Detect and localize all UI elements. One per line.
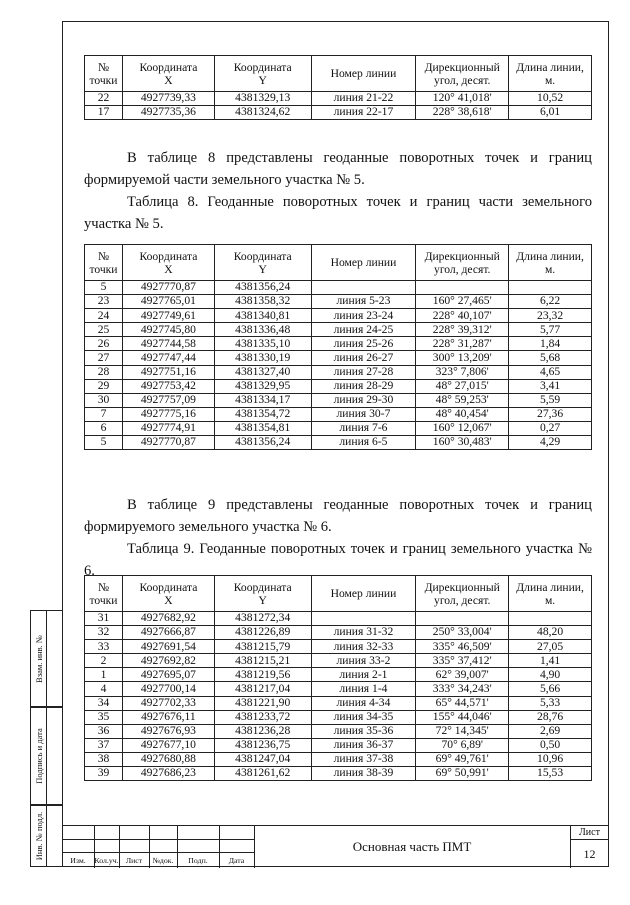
cell-x: 4927739,33 [122, 92, 214, 106]
paragraph-text: В таблице 8 представлены геоданные поворотных точек и границ формируемой части земельного участка № 5. [84, 150, 592, 188]
cell-line: линия 37-38 [311, 752, 416, 766]
column-header-line: Номер линии [311, 576, 416, 612]
cell-x: 4927692,82 [122, 654, 214, 668]
cell-y: 4381324,62 [214, 106, 311, 120]
cell-x: 4927691,54 [122, 640, 214, 654]
cell-y: 4381261,62 [214, 767, 311, 781]
column-header-angle: Дирекционный угол, десят. [416, 56, 509, 92]
cell-length: 23,32 [509, 309, 592, 323]
cell-y: 4381327,40 [214, 365, 311, 379]
cell-y: 4381236,28 [214, 724, 311, 738]
header-row [85, 576, 592, 612]
table-row [85, 407, 592, 421]
cell-x: 4927676,93 [122, 724, 214, 738]
cell-point: 32 [85, 626, 123, 640]
cell-length: 4,65 [509, 365, 592, 379]
cell-angle [416, 612, 509, 626]
cell-angle: 250° 33,004' [416, 626, 509, 640]
cell-point: 33 [85, 640, 123, 654]
cell-angle: 323° 7,806' [416, 365, 509, 379]
cell-length: 2,69 [509, 724, 592, 738]
cell-point: 36 [85, 724, 123, 738]
table-row [85, 295, 592, 309]
cell-y: 4381215,21 [214, 654, 311, 668]
cell-length: 27,05 [509, 640, 592, 654]
side-stamp-vzam [30, 610, 62, 707]
table-row [85, 640, 592, 654]
column-header-line: Номер линии [311, 56, 416, 92]
title-block [62, 825, 609, 867]
table-row [85, 767, 592, 781]
column-header-x: Координата X [122, 576, 214, 612]
column-header-x: Координата X [122, 245, 214, 281]
cell-x: 4927686,23 [122, 767, 214, 781]
cell-angle: 335° 46,509' [416, 640, 509, 654]
cell-point: 6 [85, 421, 123, 435]
cell-point: 26 [85, 337, 123, 351]
cell-point: 35 [85, 710, 123, 724]
table-row [85, 421, 592, 435]
table-row [85, 365, 592, 379]
cell-y: 4381356,24 [214, 281, 311, 295]
column-header-y: Координата Y [214, 56, 311, 92]
tb-col-izm: Изм. [70, 856, 86, 865]
cell-x: 4927770,87 [122, 281, 214, 295]
column-header-x: Координата X [122, 56, 214, 92]
cell-point: 25 [85, 323, 123, 337]
table-row [85, 436, 592, 450]
cell-length: 48,20 [509, 626, 592, 640]
table-header [85, 56, 592, 92]
column-header-point: № точки [85, 56, 123, 92]
cell-line: линия 35-36 [311, 724, 416, 738]
cell-point: 37 [85, 738, 123, 752]
side-stamp-inv [30, 805, 62, 867]
cell-y: 4381340,81 [214, 309, 311, 323]
cell-length: 28,76 [509, 710, 592, 724]
cell-y: 4381247,04 [214, 752, 311, 766]
cell-point: 31 [85, 612, 123, 626]
table-row [85, 696, 592, 710]
table-body [85, 92, 592, 120]
cell-length: 27,36 [509, 407, 592, 421]
cell-length: 4,29 [509, 436, 592, 450]
table-row [85, 612, 592, 626]
cell-angle: 228° 40,107' [416, 309, 509, 323]
cell-point: 29 [85, 379, 123, 393]
cell-point: 4 [85, 682, 123, 696]
column-header-point: № точки [85, 245, 123, 281]
cell-angle: 155° 44,046' [416, 710, 509, 724]
cell-line: линия 1-4 [311, 682, 416, 696]
cell-x: 4927770,87 [122, 436, 214, 450]
cell-line: линия 5-23 [311, 295, 416, 309]
geodata-table-9 [84, 575, 592, 781]
cell-angle: 72° 14,345' [416, 724, 509, 738]
cell-line: линия 22-17 [311, 106, 416, 120]
cell-line: линия 21-22 [311, 92, 416, 106]
cell-line: линия 24-25 [311, 323, 416, 337]
geodata-table-8 [84, 244, 592, 450]
cell-line: линия 4-34 [311, 696, 416, 710]
cell-line: линия 2-1 [311, 668, 416, 682]
sheet-number: 12 [570, 839, 609, 868]
cell-line: линия 38-39 [311, 767, 416, 781]
cell-y: 4381335,10 [214, 337, 311, 351]
cell-point: 39 [85, 767, 123, 781]
cell-angle: 69° 49,761' [416, 752, 509, 766]
tb-col-data: Дата [228, 856, 245, 865]
table-header [85, 576, 592, 612]
cell-point: 34 [85, 696, 123, 710]
cell-length: 3,41 [509, 379, 592, 393]
cell-y: 4381334,17 [214, 393, 311, 407]
cell-point: 38 [85, 752, 123, 766]
cell-line: линия 32-33 [311, 640, 416, 654]
cell-line: линия 36-37 [311, 738, 416, 752]
cell-x: 4927744,58 [122, 337, 214, 351]
cell-angle: 70° 6,89' [416, 738, 509, 752]
table-row [85, 337, 592, 351]
sheet-label: Лист [579, 827, 600, 838]
cell-y: 4381219,56 [214, 668, 311, 682]
cell-length: 6,22 [509, 295, 592, 309]
cell-point: 2 [85, 654, 123, 668]
side-label-inv: Инв. № подл. [33, 811, 44, 861]
cell-x: 4927749,61 [122, 309, 214, 323]
column-header-point: № точки [85, 576, 123, 612]
cell-length: 10,52 [509, 92, 592, 106]
header-row [85, 245, 592, 281]
cell-angle: 48° 59,253' [416, 393, 509, 407]
cell-line: линия 28-29 [311, 379, 416, 393]
side-label-vzam: Взам. инв. № [33, 634, 44, 683]
cell-line: линия 25-26 [311, 337, 416, 351]
cell-y: 4381217,04 [214, 682, 311, 696]
tb-col-list: Лист [125, 856, 143, 865]
caption-table8 [84, 191, 592, 235]
cell-y: 4381330,19 [214, 351, 311, 365]
cell-y: 4381356,24 [214, 436, 311, 450]
cell-angle: 48° 27,015' [416, 379, 509, 393]
cell-y: 4381272,34 [214, 612, 311, 626]
cell-y: 4381329,95 [214, 379, 311, 393]
cell-line: линия 23-24 [311, 309, 416, 323]
cell-angle: 62° 39,007' [416, 668, 509, 682]
table-body [85, 281, 592, 450]
cell-x: 4927735,36 [122, 106, 214, 120]
table-row [85, 626, 592, 640]
cell-x: 4927666,87 [122, 626, 214, 640]
cell-point: 5 [85, 281, 123, 295]
cell-length: 5,33 [509, 696, 592, 710]
cell-angle: 160° 27,465' [416, 295, 509, 309]
cell-length: 6,01 [509, 106, 592, 120]
cell-x: 4927751,16 [122, 365, 214, 379]
table-row [85, 654, 592, 668]
cell-y: 4381233,72 [214, 710, 311, 724]
paragraph-table8 [84, 147, 592, 191]
cell-length: 10,96 [509, 752, 592, 766]
tb-col-podp: Подп. [188, 856, 208, 865]
cell-line: линия 26-27 [311, 351, 416, 365]
table-row [85, 323, 592, 337]
document-title: Основная часть ПМТ [352, 839, 472, 854]
cell-line: линия 31-32 [311, 626, 416, 640]
cell-length: 1,84 [509, 337, 592, 351]
column-header-line: Номер линии [311, 245, 416, 281]
cell-line: линия 33-2 [311, 654, 416, 668]
cell-length [509, 612, 592, 626]
cell-x: 4927774,91 [122, 421, 214, 435]
cell-y: 4381354,72 [214, 407, 311, 421]
cell-point: 17 [85, 106, 123, 120]
cell-line: линия 29-30 [311, 393, 416, 407]
paragraph-table9 [84, 494, 592, 538]
cell-y: 4381215,79 [214, 640, 311, 654]
side-label-podpis: Подпись и дата [33, 728, 44, 784]
cell-line: линия 30-7 [311, 407, 416, 421]
cell-y: 4381336,48 [214, 323, 311, 337]
cell-y: 4381329,13 [214, 92, 311, 106]
cell-y: 4381236,75 [214, 738, 311, 752]
cell-x: 4927757,09 [122, 393, 214, 407]
cell-line: линия 7-6 [311, 421, 416, 435]
cell-x: 4927680,88 [122, 752, 214, 766]
cell-y: 4381354,81 [214, 421, 311, 435]
table-row [85, 92, 592, 106]
cell-length [509, 281, 592, 295]
cell-length: 0,27 [509, 421, 592, 435]
table-row [85, 379, 592, 393]
cell-angle: 69° 50,991' [416, 767, 509, 781]
tb-col-kolych: Кол.уч. [94, 856, 119, 865]
table-row [85, 738, 592, 752]
table-row [85, 351, 592, 365]
table-row [85, 393, 592, 407]
cell-angle [416, 281, 509, 295]
cell-x: 4927745,80 [122, 323, 214, 337]
cell-length: 5,77 [509, 323, 592, 337]
cell-point: 28 [85, 365, 123, 379]
paragraph-text: В таблице 9 представлены геоданные поворотных точек и границ формируемого земельного участка № 6. [84, 497, 592, 535]
cell-line: линия 34-35 [311, 710, 416, 724]
cell-x: 4927702,33 [122, 696, 214, 710]
cell-y: 4381358,32 [214, 295, 311, 309]
column-header-y: Координата Y [214, 245, 311, 281]
caption-text: Таблица 8. Геоданные поворотных точек и границ части земельного участка № 5. [84, 194, 592, 232]
cell-line: линия 27-28 [311, 365, 416, 379]
table-header [85, 245, 592, 281]
column-header-length: Длина линии, м. [509, 56, 592, 92]
cell-x: 4927753,42 [122, 379, 214, 393]
cell-point: 24 [85, 309, 123, 323]
cell-x: 4927676,11 [122, 710, 214, 724]
cell-x: 4927682,92 [122, 612, 214, 626]
cell-angle: 228° 31,287' [416, 337, 509, 351]
cell-x: 4927695,07 [122, 668, 214, 682]
cell-point: 22 [85, 92, 123, 106]
cell-x: 4927700,14 [122, 682, 214, 696]
cell-angle: 335° 37,412' [416, 654, 509, 668]
cell-angle: 228° 38,618' [416, 106, 509, 120]
cell-angle: 65° 44,571' [416, 696, 509, 710]
cell-angle: 120° 41,018' [416, 92, 509, 106]
cell-point: 30 [85, 393, 123, 407]
caption-text: Таблица 9. Геоданные поворотных точек и границ земельного участка № 6. [84, 541, 592, 579]
cell-angle: 333° 34,243' [416, 682, 509, 696]
cell-point: 7 [85, 407, 123, 421]
cell-angle: 160° 12,067' [416, 421, 509, 435]
cell-length: 0,50 [509, 738, 592, 752]
cell-x: 4927765,01 [122, 295, 214, 309]
cell-y: 4381221,90 [214, 696, 311, 710]
cell-point: 5 [85, 436, 123, 450]
column-header-length: Длина линии, м. [509, 576, 592, 612]
cell-line [311, 281, 416, 295]
cell-x: 4927677,10 [122, 738, 214, 752]
cell-length: 15,53 [509, 767, 592, 781]
tb-col-ndok: №док. [152, 856, 174, 865]
column-header-length: Длина линии, м. [509, 245, 592, 281]
table-row [85, 668, 592, 682]
table-row [85, 724, 592, 738]
column-header-angle: Дирекционный угол, десят. [416, 576, 509, 612]
cell-length: 5,68 [509, 351, 592, 365]
cell-x: 4927775,16 [122, 407, 214, 421]
table-row [85, 106, 592, 120]
header-row [85, 56, 592, 92]
table-row [85, 309, 592, 323]
cell-point: 1 [85, 668, 123, 682]
table-row [85, 752, 592, 766]
cell-length: 5,66 [509, 682, 592, 696]
cell-line: линия 6-5 [311, 436, 416, 450]
cell-line [311, 612, 416, 626]
cell-angle: 48° 40,454' [416, 407, 509, 421]
column-header-angle: Дирекционный угол, десят. [416, 245, 509, 281]
cell-angle: 300° 13,209' [416, 351, 509, 365]
cell-x: 4927747,44 [122, 351, 214, 365]
cell-point: 23 [85, 295, 123, 309]
cell-angle: 228° 39,312' [416, 323, 509, 337]
cell-length: 5,59 [509, 393, 592, 407]
cell-point: 27 [85, 351, 123, 365]
geodata-table-continuation [84, 55, 592, 120]
cell-y: 4381226,89 [214, 626, 311, 640]
cell-length: 4,90 [509, 668, 592, 682]
cell-length: 1,41 [509, 654, 592, 668]
column-header-y: Координата Y [214, 576, 311, 612]
table-row [85, 682, 592, 696]
cell-angle: 160° 30,483' [416, 436, 509, 450]
table-row [85, 710, 592, 724]
side-stamp-podpis [30, 707, 62, 805]
table-body [85, 612, 592, 781]
table-row [85, 281, 592, 295]
